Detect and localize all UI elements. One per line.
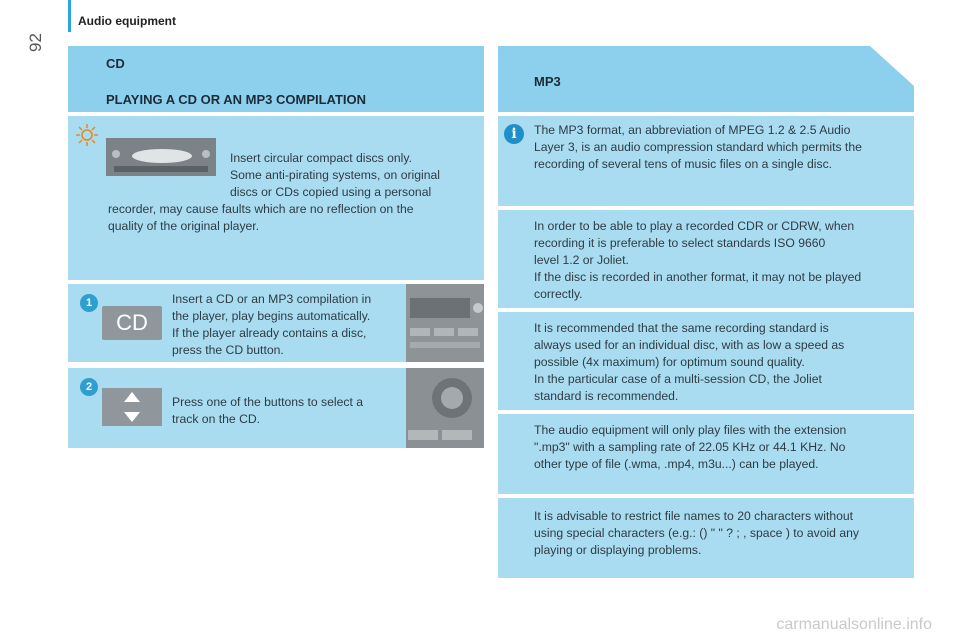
cd-subtitle: PLAYING A CD OR AN MP3 COMPILATION [106, 92, 367, 107]
mp3-p4-line-3: other type of file (.wma, .mp4, m3u...) can be played. [534, 457, 819, 471]
mp3-p3-line-3: possible (4x maximum) for optimum sound quality. [534, 355, 805, 369]
cd-button-icon: CD [102, 306, 162, 340]
step-1-line-2: the player, play begins automatically. [172, 309, 371, 323]
mp3-p3-line-2: always used for an individual disc, with as low a speed as [534, 338, 845, 352]
step-1-line-3: If the player already contains a disc, [172, 326, 367, 340]
mp3-p4-line-2: ".mp3" with a sampling rate of 22.05 KHz or 44.1 KHz. No [534, 440, 846, 454]
mp3-cdr-box [498, 210, 914, 308]
mp3-p2-line-3: level 1.2 or Joliet. [534, 253, 629, 267]
mp3-p2-line-2: recording it is preferable to select standards ISO 9660 [534, 236, 826, 250]
step-1-line-4: press the CD button. [172, 343, 284, 357]
mp3-title: MP3 [534, 74, 561, 89]
step-1-number: 1 [80, 294, 98, 312]
step-2-box [68, 368, 484, 448]
cd-title: CD [106, 56, 125, 71]
mp3-p2-line-5: correctly. [534, 287, 583, 301]
cd-player-image [106, 138, 216, 176]
cd-header [68, 46, 484, 112]
note-line-1: Insert circular compact discs only. [230, 151, 412, 165]
step-2-number: 2 [80, 378, 98, 396]
mp3-p2-line-1: In order to be able to play a recorded CDR or CDRW, when [534, 219, 855, 233]
note-line-3: discs or CDs copied using a personal [230, 185, 432, 199]
mp3-p3-line-1: It is recommended that the same recording standard is [534, 321, 829, 335]
mp3-p1-line-1: The MP3 format, an abbreviation of MPEG 1.2 & 2.5 Audio [534, 123, 851, 137]
mp3-p5-line-2: using special characters (e.g.: () " " ? ; , space ) to avoid any [534, 526, 859, 540]
mp3-info-box [498, 116, 914, 206]
mp3-p5-line-1: It is advisable to restrict file names to 20 characters without [534, 509, 854, 523]
radio-panel-image [406, 284, 484, 362]
mp3-p1-line-2: Layer 3, is an audio compression standard which permits the [534, 140, 862, 154]
step-1-box [68, 284, 484, 362]
track-buttons-icon [102, 388, 162, 426]
control-pad-image [406, 368, 484, 448]
mp3-extension-box [498, 414, 914, 494]
info-icon: i [504, 124, 524, 144]
mp3-p4-line-1: The audio equipment will only play files with the extension [534, 423, 847, 437]
watermark: carmanualsonline.info [776, 616, 932, 633]
arrow-up-icon [124, 392, 140, 402]
note-line-2: Some anti-pirating systems, on original [230, 168, 440, 182]
step-2-line-2: track on the CD. [172, 412, 261, 426]
mp3-header [498, 46, 914, 112]
page-number: 92 [26, 33, 45, 52]
mp3-p5-line-3: playing or displaying problems. [534, 543, 702, 557]
mp3-p1-line-3: recording of several tens of music files on a single disc. [534, 157, 833, 171]
section-title: Audio equipment [78, 14, 176, 28]
mp3-p3-line-5: standard is recommended. [534, 389, 679, 403]
mp3-p2-line-4: If the disc is recorded in another format, it may not be played [534, 270, 862, 284]
step-2-line-1: Press one of the buttons to select a [172, 395, 364, 409]
mp3-p3-line-4: In the particular case of a multi-session CD, the Joliet [534, 372, 822, 386]
sun-icon [74, 122, 100, 148]
section-marker [68, 0, 71, 32]
mp3-filenames-box [498, 498, 914, 578]
mp3-standard-box [498, 312, 914, 410]
step-1-line-1: Insert a CD or an MP3 compilation in [172, 292, 372, 306]
note-line-4: recorder, may cause faults which are no reflection on the [108, 202, 414, 216]
arrow-down-icon [124, 412, 140, 422]
cd-note-box [68, 116, 484, 280]
note-line-5: quality of the original player. [108, 219, 260, 233]
